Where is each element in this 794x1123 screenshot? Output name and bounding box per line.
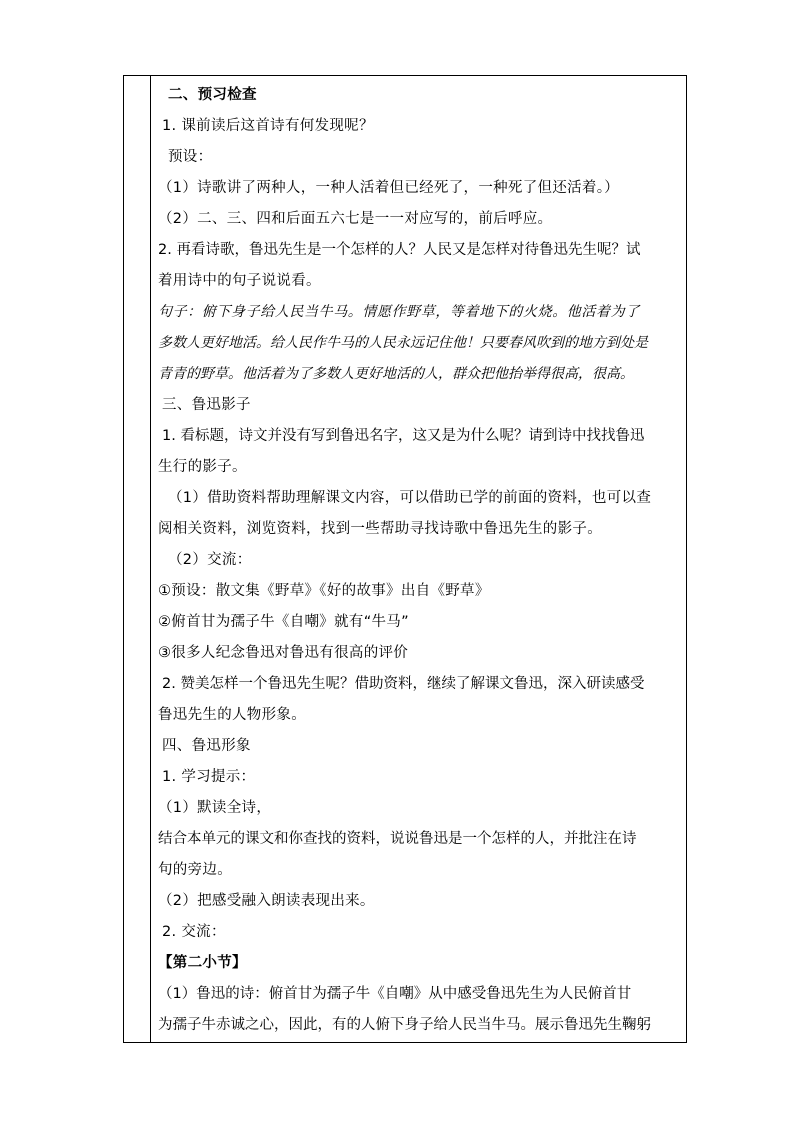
table-column-divider bbox=[150, 75, 151, 1043]
text-line: （2）把感受融入朗读表现出来。 bbox=[158, 893, 375, 909]
text-line: 预设： bbox=[168, 149, 213, 165]
text-line: 生行的影子。 bbox=[158, 459, 247, 475]
text-line: 二、预习检查 bbox=[168, 87, 257, 103]
text-line: 2. 交流： bbox=[162, 924, 226, 940]
text-line: （1）借助资料帮助理解课文内容，可以借助已学的前面的资料，也可以查 bbox=[168, 490, 652, 506]
text-line: 句的旁边。 bbox=[158, 862, 232, 878]
text-line: 三、鲁迅影子 bbox=[162, 397, 251, 413]
text-line: 【第二小节】 bbox=[158, 955, 247, 971]
text-line: 为孺子牛赤诚之心，因此，有的人俯下身子给人民当牛马。展示鲁迅先生鞠躬 bbox=[158, 1017, 651, 1033]
text-line: 阅相关资料，浏览资料，找到一些帮助寻找诗歌中鲁迅先生的影子。 bbox=[158, 521, 602, 537]
text-line: 句子：俯下身子给人民当牛马。情愿作野草，等着地下的火烧。他活着为了 bbox=[158, 304, 640, 320]
text-line: 1. 看标题，诗文并没有写到鲁迅名字，这又是为什么呢？请到诗中找找鲁迅 bbox=[162, 428, 645, 444]
text-line: 鲁迅先生的人物形象。 bbox=[158, 707, 306, 723]
text-line: 着用诗中的句子说说看。 bbox=[158, 273, 321, 289]
text-line: 结合本单元的课文和你查找的资料，说说鲁迅是一个怎样的人，并批注在诗 bbox=[158, 831, 637, 847]
text-line: （1）默读全诗， bbox=[158, 800, 272, 816]
text-line: 2. 赞美怎样一个鲁迅先生呢？借助资料，继续了解课文鲁迅，深入研读感受 bbox=[162, 676, 645, 692]
text-line: ②俯首甘为孺子牛《自嘲》就有“牛马” bbox=[158, 614, 409, 630]
text-line: 1. 课前读后这首诗有何发现呢？ bbox=[162, 118, 374, 134]
text-line: （2）二、三、四和后面五六七是一一对应写的，前后呼应。 bbox=[158, 211, 553, 227]
text-line: 四、鲁迅形象 bbox=[162, 738, 251, 754]
text-line: ①预设：散文集《野草》《好的故事》出自《野草》 bbox=[158, 583, 490, 599]
text-line: （2）交流： bbox=[168, 552, 252, 568]
text-line: 1. 学习提示： bbox=[162, 769, 256, 785]
text-line: 多数人更好地活。给人民作牛马的人民永远记住他！只要春风吹到的地方到处是 bbox=[158, 335, 648, 351]
text-line: （1）鲁迅的诗：俯首甘为孺子牛《自嘲》从中感受鲁迅先生为人民俯首甘 bbox=[158, 986, 632, 1002]
text-line: 青青的野草。他活着为了多数人更好地活的人，群众把他抬举得很高，很高。 bbox=[158, 366, 634, 382]
text-line: ③很多人纪念鲁迅对鲁迅有很高的评价 bbox=[158, 645, 409, 661]
text-line: （1）诗歌讲了两种人，一种人活着但已经死了，一种死了但还活着。） bbox=[158, 180, 620, 196]
text-line: 2. 再看诗歌，鲁迅先生是一个怎样的人？人民又是怎样对待鲁迅先生呢？试 bbox=[158, 242, 641, 258]
document-body bbox=[158, 80, 682, 1041]
